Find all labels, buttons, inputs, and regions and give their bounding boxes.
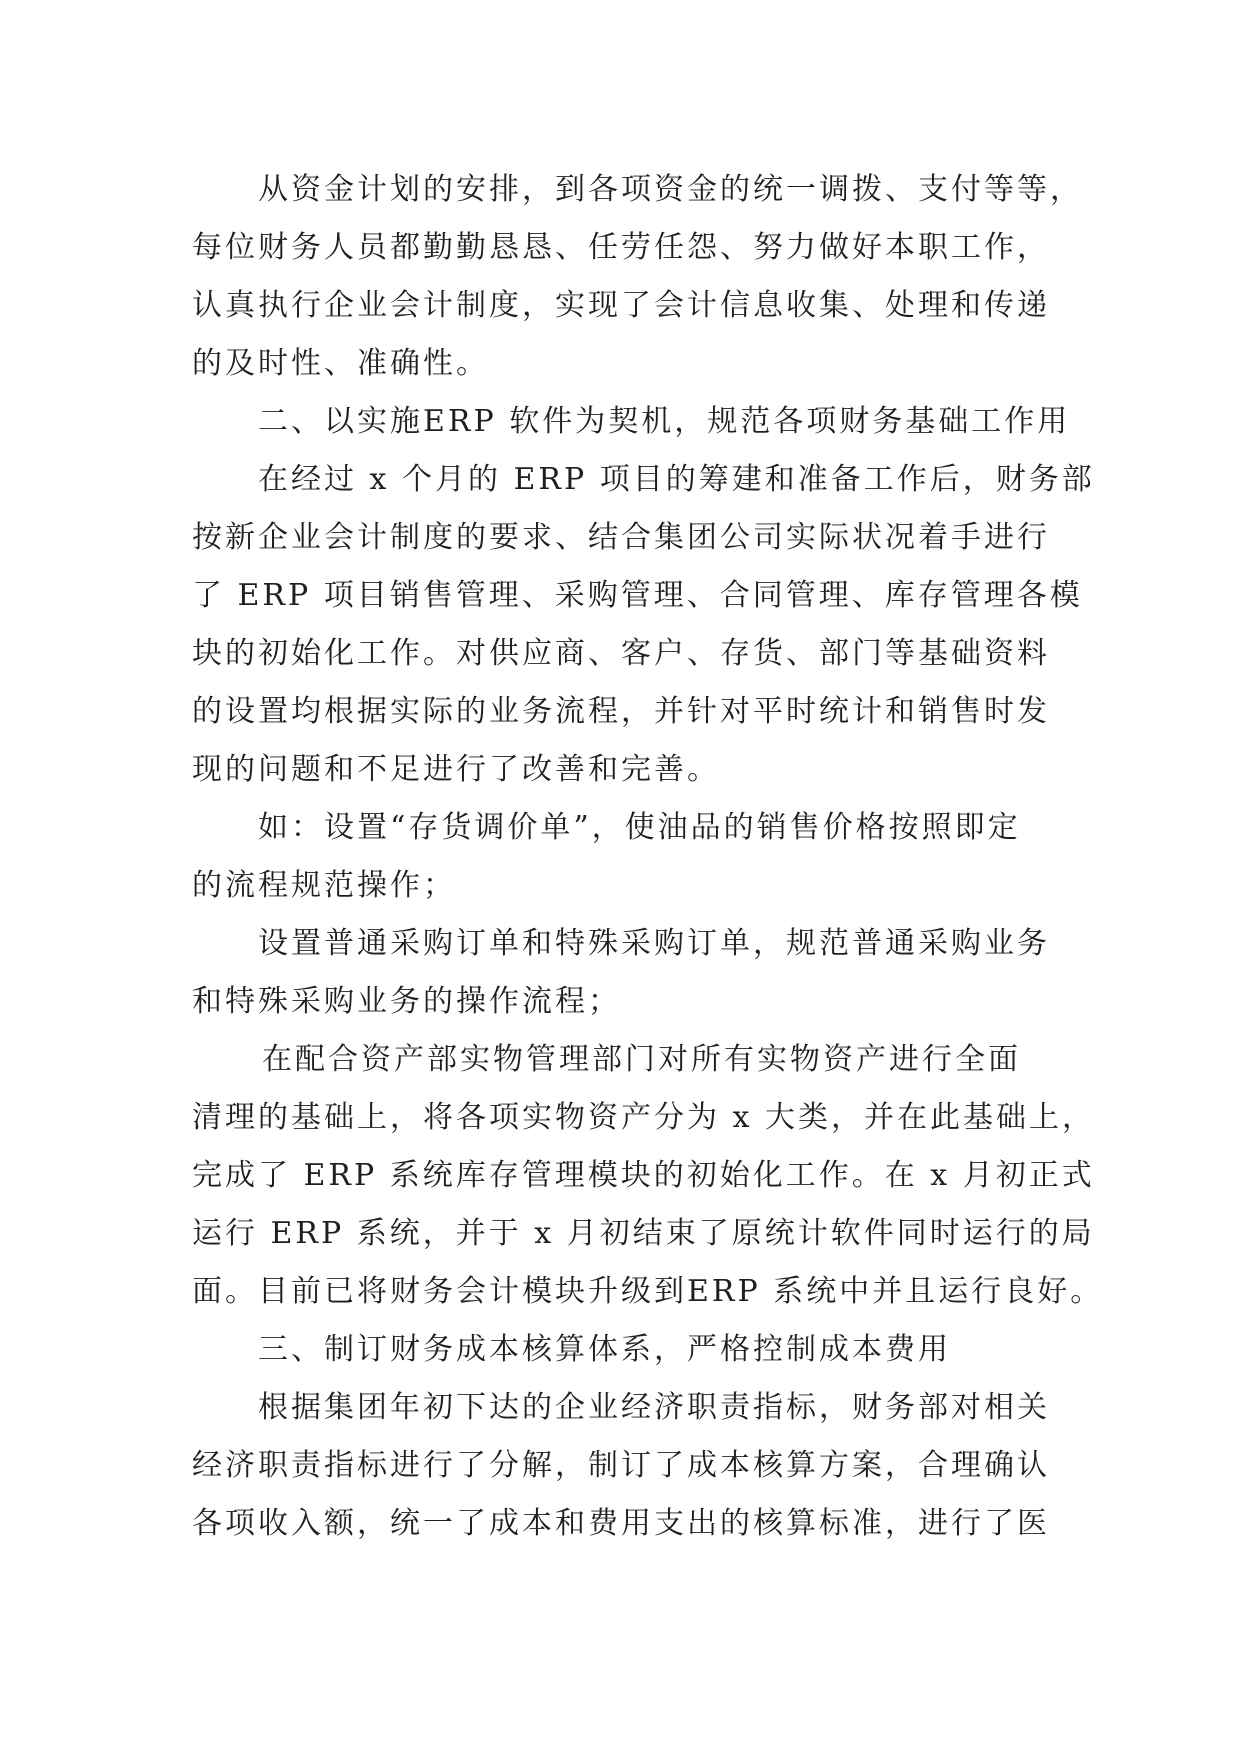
text-line: 运行 ERP 系统，并于 x 月初结束了原统计软件同时运行的局: [192, 1216, 1095, 1251]
text-line: 现的问题和不足进行了改善和完善。: [192, 752, 720, 787]
paragraph-cost-accounting: [192, 1379, 1092, 1553]
text-line: 完成了 ERP 系统库存管理模块的初始化工作。在 x 月初正式: [192, 1158, 1095, 1193]
section-heading-3: [192, 1321, 1092, 1379]
text-line: 的及时性、准确性。: [192, 346, 489, 381]
section-heading: 二、以实施ERP 软件为契机，规范各项财务基础工作用: [258, 404, 1071, 439]
paragraph-price-adjustment: [192, 799, 1092, 915]
text-line: 经济职责指标进行了分解，制订了成本核算方案，合理确认: [192, 1448, 1050, 1483]
text-line: 的设置均根据实际的业务流程，并针对平时统计和销售时发: [192, 694, 1050, 729]
paragraph-erp-implementation: [192, 451, 1095, 799]
text-line: 和特殊采购业务的操作流程；: [192, 984, 621, 1019]
text-line: 从资金计划的安排，到各项资金的统一调拨、支付等等，: [258, 172, 1083, 207]
text-line: 块的初始化工作。对供应商、客户、存货、部门等基础资料: [192, 636, 1050, 671]
text-line: 清理的基础上，将各项实物资产分为 x 大类，并在此基础上，: [192, 1100, 1095, 1135]
text-line: 在配合资产部实物管理部门对所有实物资产进行全面: [262, 1042, 1021, 1077]
paragraph-purchase-orders: [192, 915, 1092, 1031]
text-line: 根据集团年初下达的企业经济职责指标，财务部对相关: [258, 1390, 1050, 1425]
text-line: 按新企业会计制度的要求、结合集团公司实际状况着手进行: [192, 520, 1050, 555]
text-line: 如：设置“存货调价单”，使油品的销售价格按照即定: [258, 810, 1021, 845]
text-line: 认真执行企业会计制度，实现了会计信息收集、处理和传递: [192, 288, 1050, 323]
text-line: 面。目前已将财务会计模块升级到ERP 系统中并且运行良好。: [192, 1274, 1104, 1309]
text-line: 各项收入额，统一了成本和费用支出的核算标准，进行了医: [192, 1506, 1050, 1541]
text-line: 在经过 x 个月的 ERP 项目的筹建和准备工作后，财务部: [258, 462, 1095, 497]
paragraph-funds-management: [192, 161, 1092, 393]
text-line: 每位财务人员都勤勤恳恳、任劳任怨、努力做好本职工作，: [192, 230, 1050, 265]
text-line: 的流程规范操作；: [192, 868, 456, 903]
section-heading-2: [192, 393, 1092, 451]
paragraph-asset-inventory: [192, 1031, 1104, 1321]
section-heading: 三、制订财务成本核算体系，严格控制成本费用: [258, 1332, 951, 1367]
document-page: [192, 161, 1104, 1553]
text-line: 了 ERP 项目销售管理、采购管理、合同管理、库存管理各模: [192, 578, 1083, 613]
text-line: 设置普通采购订单和特殊采购订单，规范普通采购业务: [258, 926, 1050, 961]
